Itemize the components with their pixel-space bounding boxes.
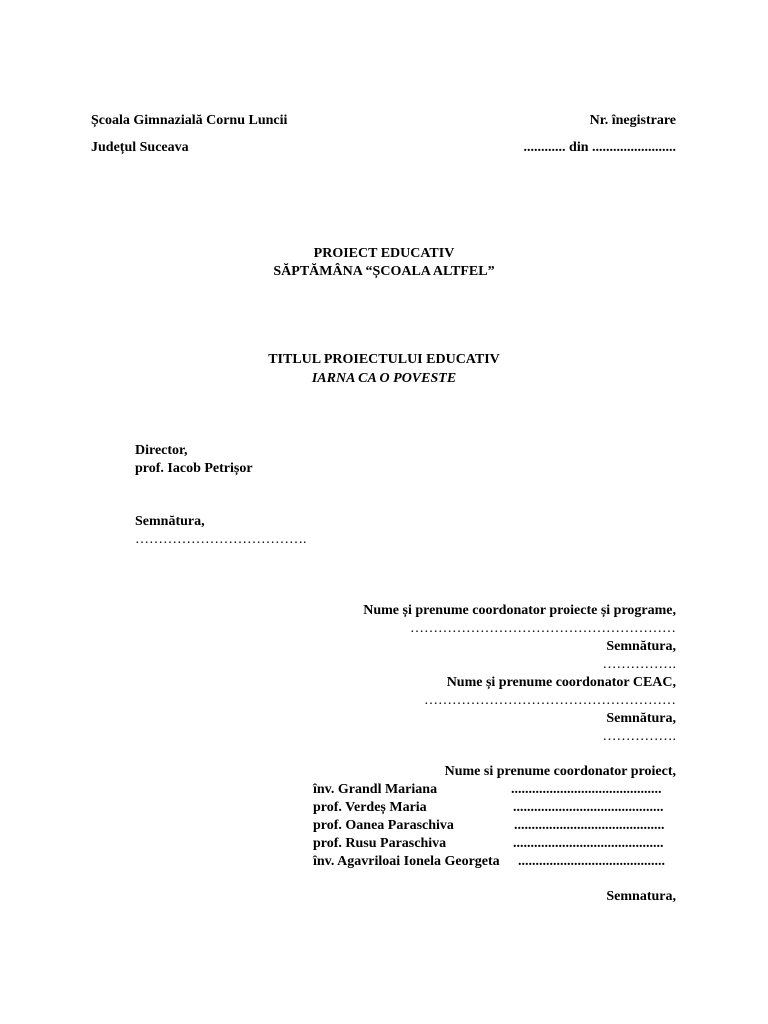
team-member-name: prof. Rusu Paraschiva — [313, 836, 447, 851]
school-name: Școala Gimnazială Cornu Luncii — [91, 113, 288, 128]
team-member-dots: ........................................... — [513, 800, 664, 815]
county-name: Județul Suceava — [91, 140, 189, 155]
team-member-name: prof. Oanea Paraschiva — [313, 818, 454, 833]
team-coordinator-label: Nume si prenume coordonator proiect, — [444, 764, 676, 779]
project-title: IARNA CA O POVESTE — [311, 371, 457, 386]
team-member-dots: .......................................... — [518, 854, 665, 869]
director-signature-line: ………………………………. — [135, 532, 307, 547]
ceac-signature-label: Semnătura, — [606, 711, 676, 726]
team-signature-label: Semnatura, — [606, 889, 676, 904]
director-signature-label: Semnătura, — [135, 514, 205, 529]
programs-signature-label: Semnătura, — [606, 639, 676, 654]
project-title-label: TITLUL PROIECTULUI EDUCATIV — [268, 352, 500, 367]
director-label: Director, — [135, 443, 188, 458]
team-member-name: înv. Grandl Mariana — [313, 782, 438, 797]
registration-number-line: ............ din ........................ — [523, 140, 676, 155]
programs-signature-line: ……………. — [602, 657, 676, 672]
project-week: SĂPTĂMÂNA “ȘCOALA ALTFEL” — [273, 264, 495, 279]
project-type: PROIECT EDUCATIV — [313, 246, 455, 261]
ceac-coordinator-label: Nume și prenume coordonator CEAC, — [446, 675, 676, 690]
team-member-dots: ........................................... — [511, 782, 662, 797]
team-member-dots: ........................................... — [514, 818, 665, 833]
ceac-coordinator-line: ……………………………………………… — [424, 693, 676, 708]
programs-coordinator-label: Nume și prenume coordonator proiecte și programe, — [363, 603, 676, 618]
programs-coordinator-line: ………………………………………………… — [410, 621, 676, 636]
team-member-name: prof. Verdeș Maria — [313, 800, 427, 815]
ceac-signature-line: ……………. — [602, 729, 676, 744]
team-member-dots: ........................................... — [513, 836, 664, 851]
director-name: prof. Iacob Petrișor — [135, 461, 253, 476]
team-member-name: înv. Agavriloai Ionela Georgeta — [313, 854, 500, 869]
registration-label: Nr. înegistrare — [589, 113, 676, 128]
